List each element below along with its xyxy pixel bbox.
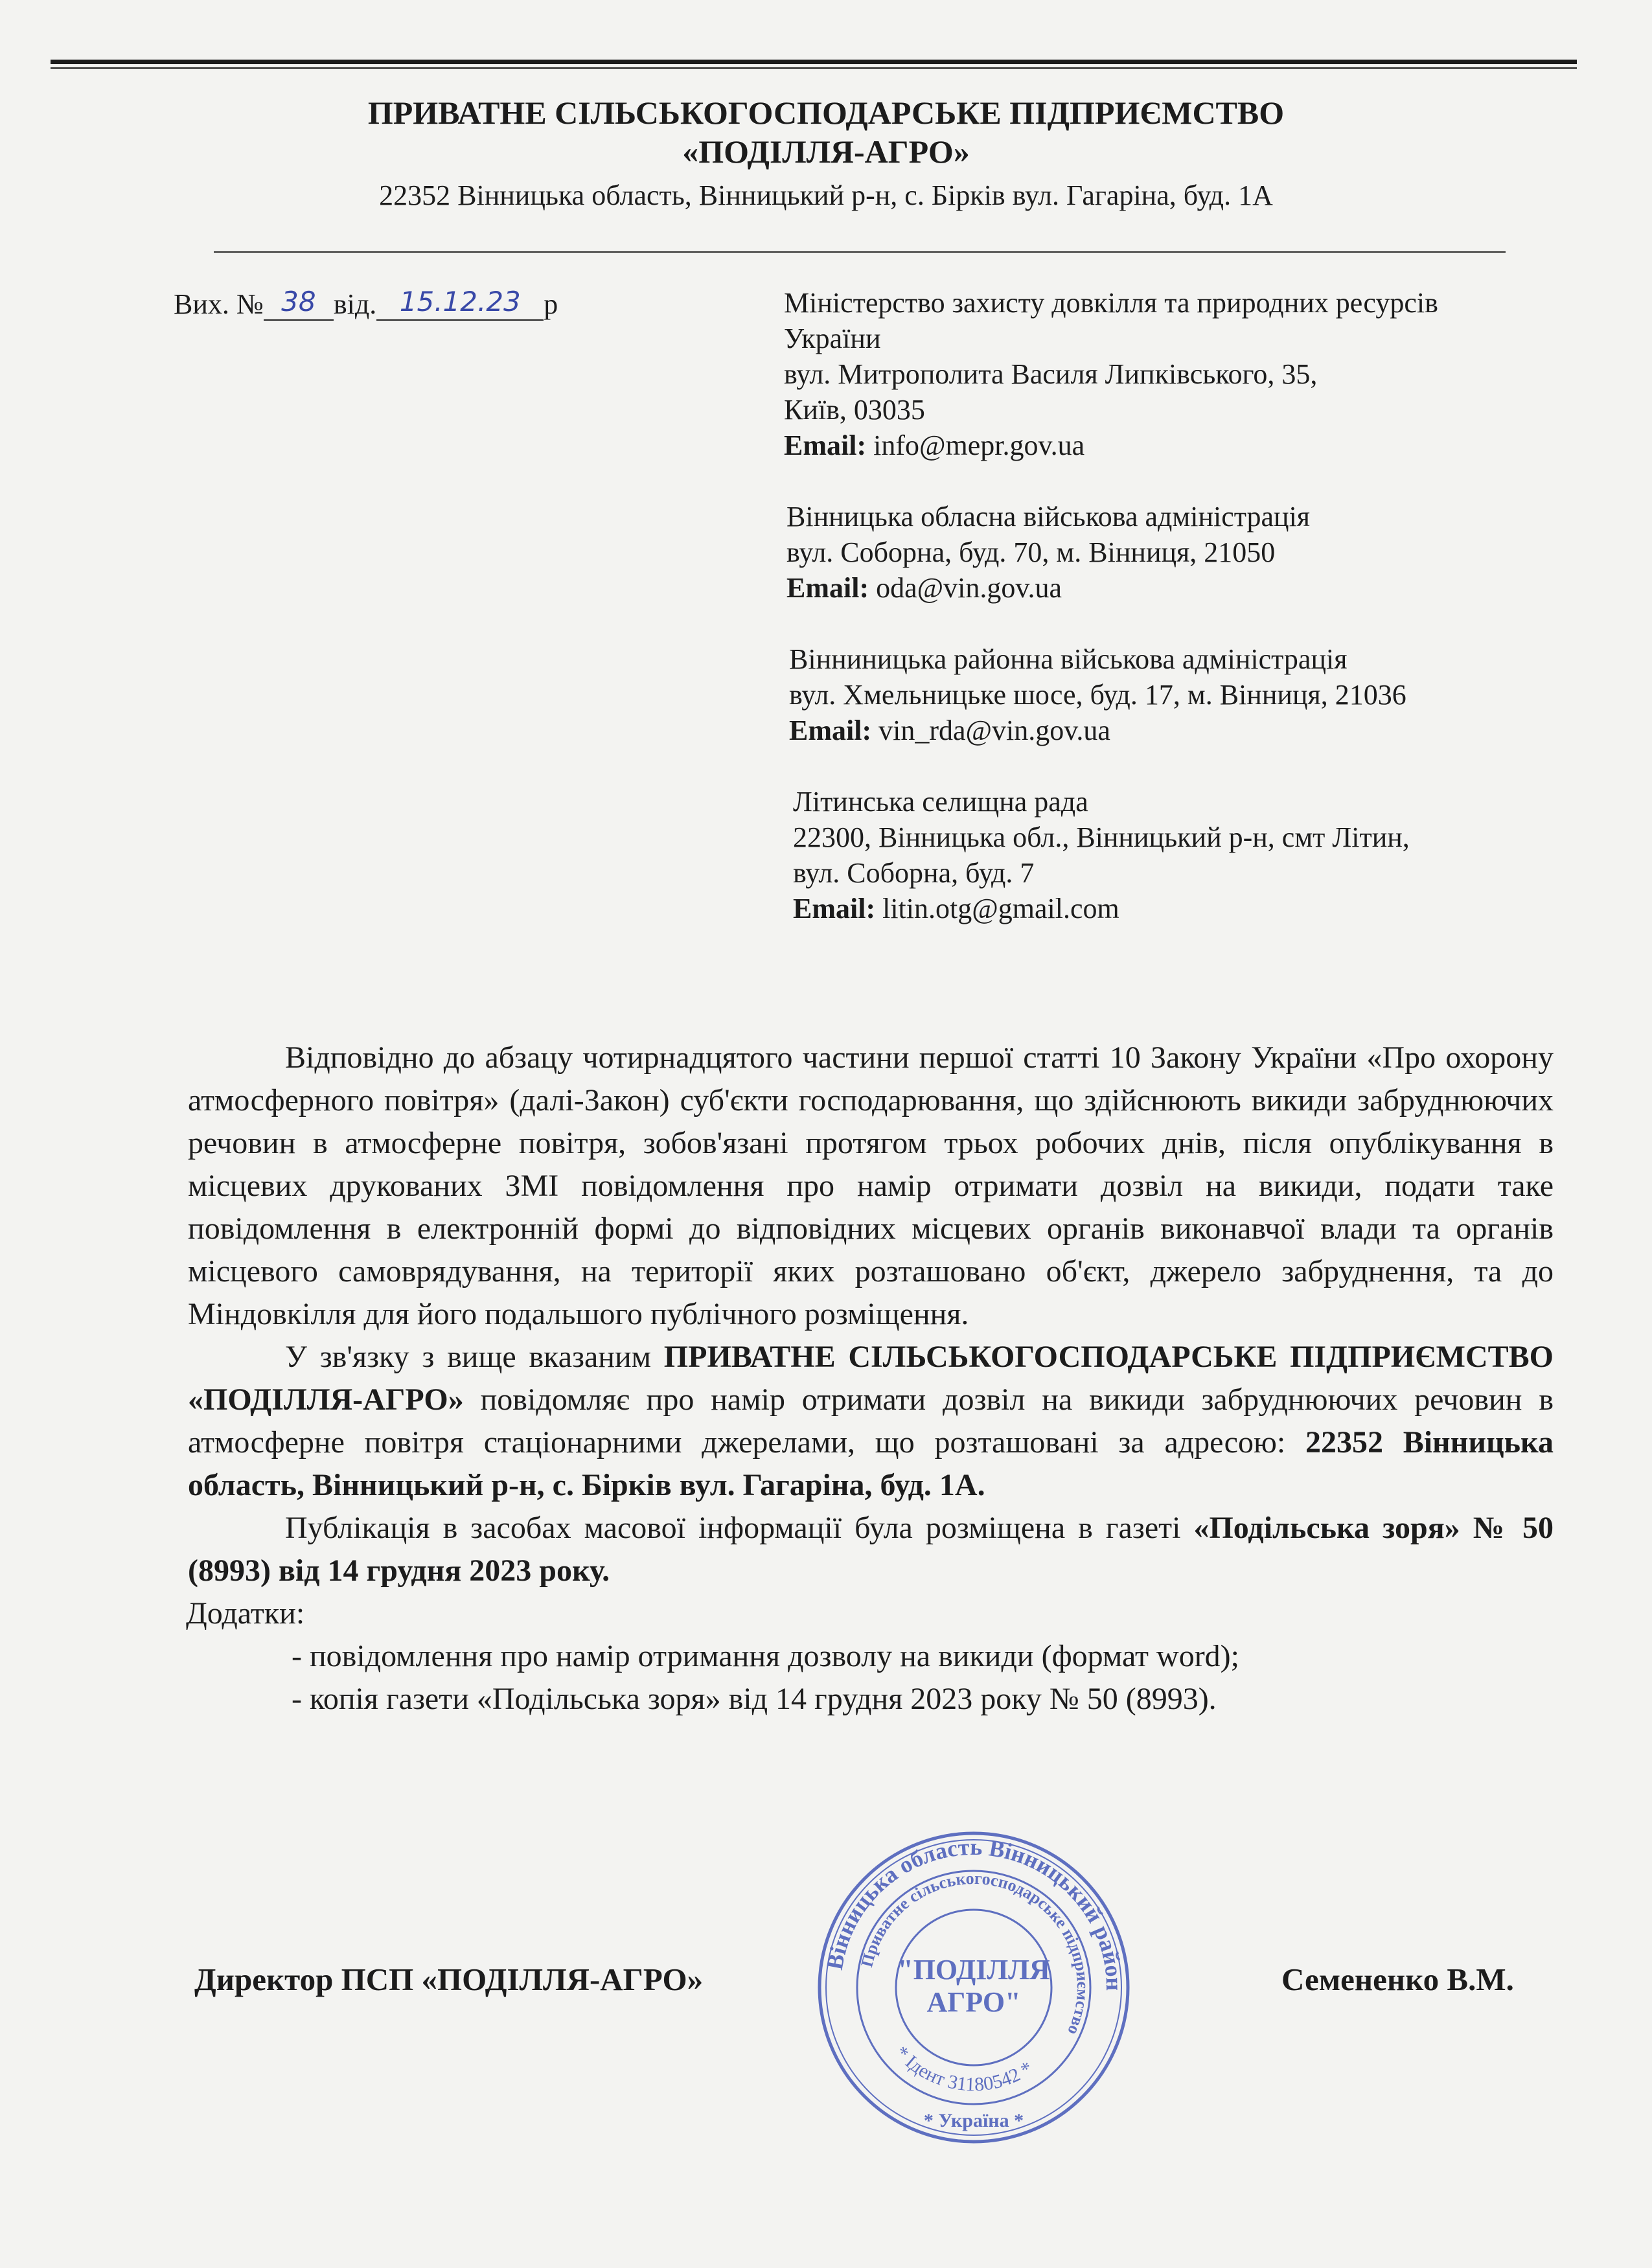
recipient-line: 22300, Вінницька обл., Вінницький р-н, смт Літин,: [793, 821, 1410, 853]
recipient-line: вул. Хмельницьке шосе, буд. 17, м. Вінниця, 21036: [789, 679, 1406, 711]
recipient-line: вул. Соборна, буд. 7: [793, 857, 1035, 889]
svg-text:Вінницька область Вінницький р: Вінницька область Вінницький район: [821, 1833, 1128, 1991]
notice-text-intro: У зв'язку з вище вказаним: [285, 1340, 664, 1374]
notice-text-main: повідомляє про намір отримати дозвіл на викиди забруднюючих речовин в атмосферне повітря стаціонарними джерелами, що розташовані за адресою:: [188, 1382, 1554, 1460]
recipient-ministry: [784, 285, 1561, 463]
attachment-item: - копія газети «Подільська зоря» від 14 грудня 2023 року № 50 (8993).: [292, 1682, 1217, 1716]
recipient-email-line: [793, 891, 1561, 926]
org-name-line1: ПРИВАТНЕ СІЛЬСЬКОГОСПОДАРСЬКЕ ПІДПРИЄМСТВО: [367, 95, 1285, 131]
attachment-item: - повідомлення про намір отримання дозволу на викиди (формат word);: [292, 1639, 1239, 1673]
recipient-line: Літинська селищна рада: [793, 786, 1088, 818]
company-seal: [815, 1829, 1132, 2146]
recipient-line: Вінниницька районна військова адміністрація: [789, 643, 1348, 675]
email-label: Email:: [789, 715, 872, 746]
email-label: Email:: [786, 572, 869, 604]
signatory-name: Семененко В.М.: [1281, 1962, 1514, 1997]
notice-company-name: ПРИВАТНЕ СІЛЬСЬКОГОСПОДАРСЬКЕ ПІДПРИЄМСТВО «ПОДІЛЛЯ-АГРО»: [188, 1340, 1554, 1417]
recipient-line: вул. Митрополита Василя Липківського, 35,: [784, 358, 1318, 390]
email-label: Email:: [784, 430, 867, 461]
org-address: 22352 Вінницька область, Вінницький р-н, с. Бірків вул. Гагаріна, буд. 1А: [379, 179, 1273, 211]
seal-graphic: [815, 1829, 1132, 2146]
attachments-label: Додатки:: [186, 1596, 305, 1631]
svg-text:"ПОДІЛЛЯ: "ПОДІЛЛЯ: [897, 1954, 1050, 1986]
svg-text:Приватне сільськогосподарське: Приватне сільськогосподарське підприємство: [857, 1868, 1093, 2038]
outgoing-number: [174, 287, 558, 323]
letter-body: [188, 1037, 1554, 1721]
seal-text: [821, 1834, 1127, 2131]
body-paragraph-notice: [188, 1336, 1554, 1507]
svg-text:* Україна *: * Україна *: [923, 2110, 1024, 2131]
body-paragraph-publication: [188, 1507, 1554, 1592]
notice-address: 22352 Вінницька область, Вінницький р-н, с. Бірків вул. Гагаріна, буд. 1А.: [188, 1425, 1554, 1502]
recipient-district-admin: [789, 641, 1561, 748]
outgoing-suffix: р: [544, 288, 558, 320]
header-rule-thin: [51, 67, 1577, 69]
recipient-line: Вінницька обласна військова адміністрація: [786, 501, 1311, 533]
recipient-village-council: [793, 784, 1561, 926]
recipient-oblast-admin: [786, 499, 1561, 606]
org-name-line2: «ПОДІЛЛЯ-АГРО»: [682, 133, 970, 170]
outgoing-date-value: 15.12.23: [376, 284, 544, 321]
recipient-email-line: [786, 570, 1561, 606]
email-label: Email:: [793, 893, 876, 924]
recipient-email: litin.otg@gmail.com: [882, 893, 1119, 924]
outgoing-from-label: від.: [333, 288, 377, 320]
recipient-line: України: [784, 323, 881, 354]
recipient-email-line: [789, 713, 1561, 748]
recipients-block: [784, 285, 1561, 962]
header-rule-thick: [51, 60, 1577, 64]
attachments-list: [188, 1635, 1554, 1721]
outgoing-prefix: Вих. №: [174, 288, 264, 320]
recipient-email-line: [784, 428, 1561, 463]
svg-text:АГРО": АГРО": [926, 1986, 1021, 2018]
recipient-line: вул. Соборна, буд. 70, м. Вінниця, 21050: [786, 536, 1276, 568]
publication-text: Публікація в засобах масової інформації була розміщена в газеті: [285, 1511, 1194, 1545]
svg-text:* Ідент 31180542 *: * Ідент 31180542 *: [890, 2042, 1037, 2096]
outgoing-number-value: 38: [264, 284, 334, 321]
recipient-email: info@mepr.gov.ua: [873, 430, 1085, 461]
signatory-position: Директор ПСП «ПОДІЛЛЯ-АГРО»: [194, 1962, 704, 1997]
recipient-line: Міністерство захисту довкілля та природних ресурсів: [784, 287, 1438, 319]
recipient-email: oda@vin.gov.ua: [876, 572, 1062, 604]
publication-newspaper: «Подільська зоря» № 50 (8993) від 14 грудня 2023 року.: [188, 1511, 1554, 1588]
recipient-line: Київ, 03035: [784, 394, 925, 426]
header-underline: [214, 251, 1506, 253]
recipient-email: vin_rda@vin.gov.ua: [878, 715, 1110, 746]
body-paragraph-law: Відповідно до абзацу чотирнадцятого частини першої статті 10 Закону України «Про охорону атмосферного повітря» (далі-Закон) суб'єкти господарювання, що здійснюють викиди забруднюючих речовин в атмосферне повітря, зобов'язані протягом трьох робочих днів, після опублікування в місцевих друкованих ЗМІ повідомлення про намір отримати дозвіл на викиди, подати таке повідомлення в електронній формі до відповідних місцевих органів виконавчої влади та органів місцевого самоврядування, на території яких розташовано об'єкт, джерело забруднення, та до Міндовкілля для його подальшого публічного розміщення.: [188, 1040, 1554, 1331]
